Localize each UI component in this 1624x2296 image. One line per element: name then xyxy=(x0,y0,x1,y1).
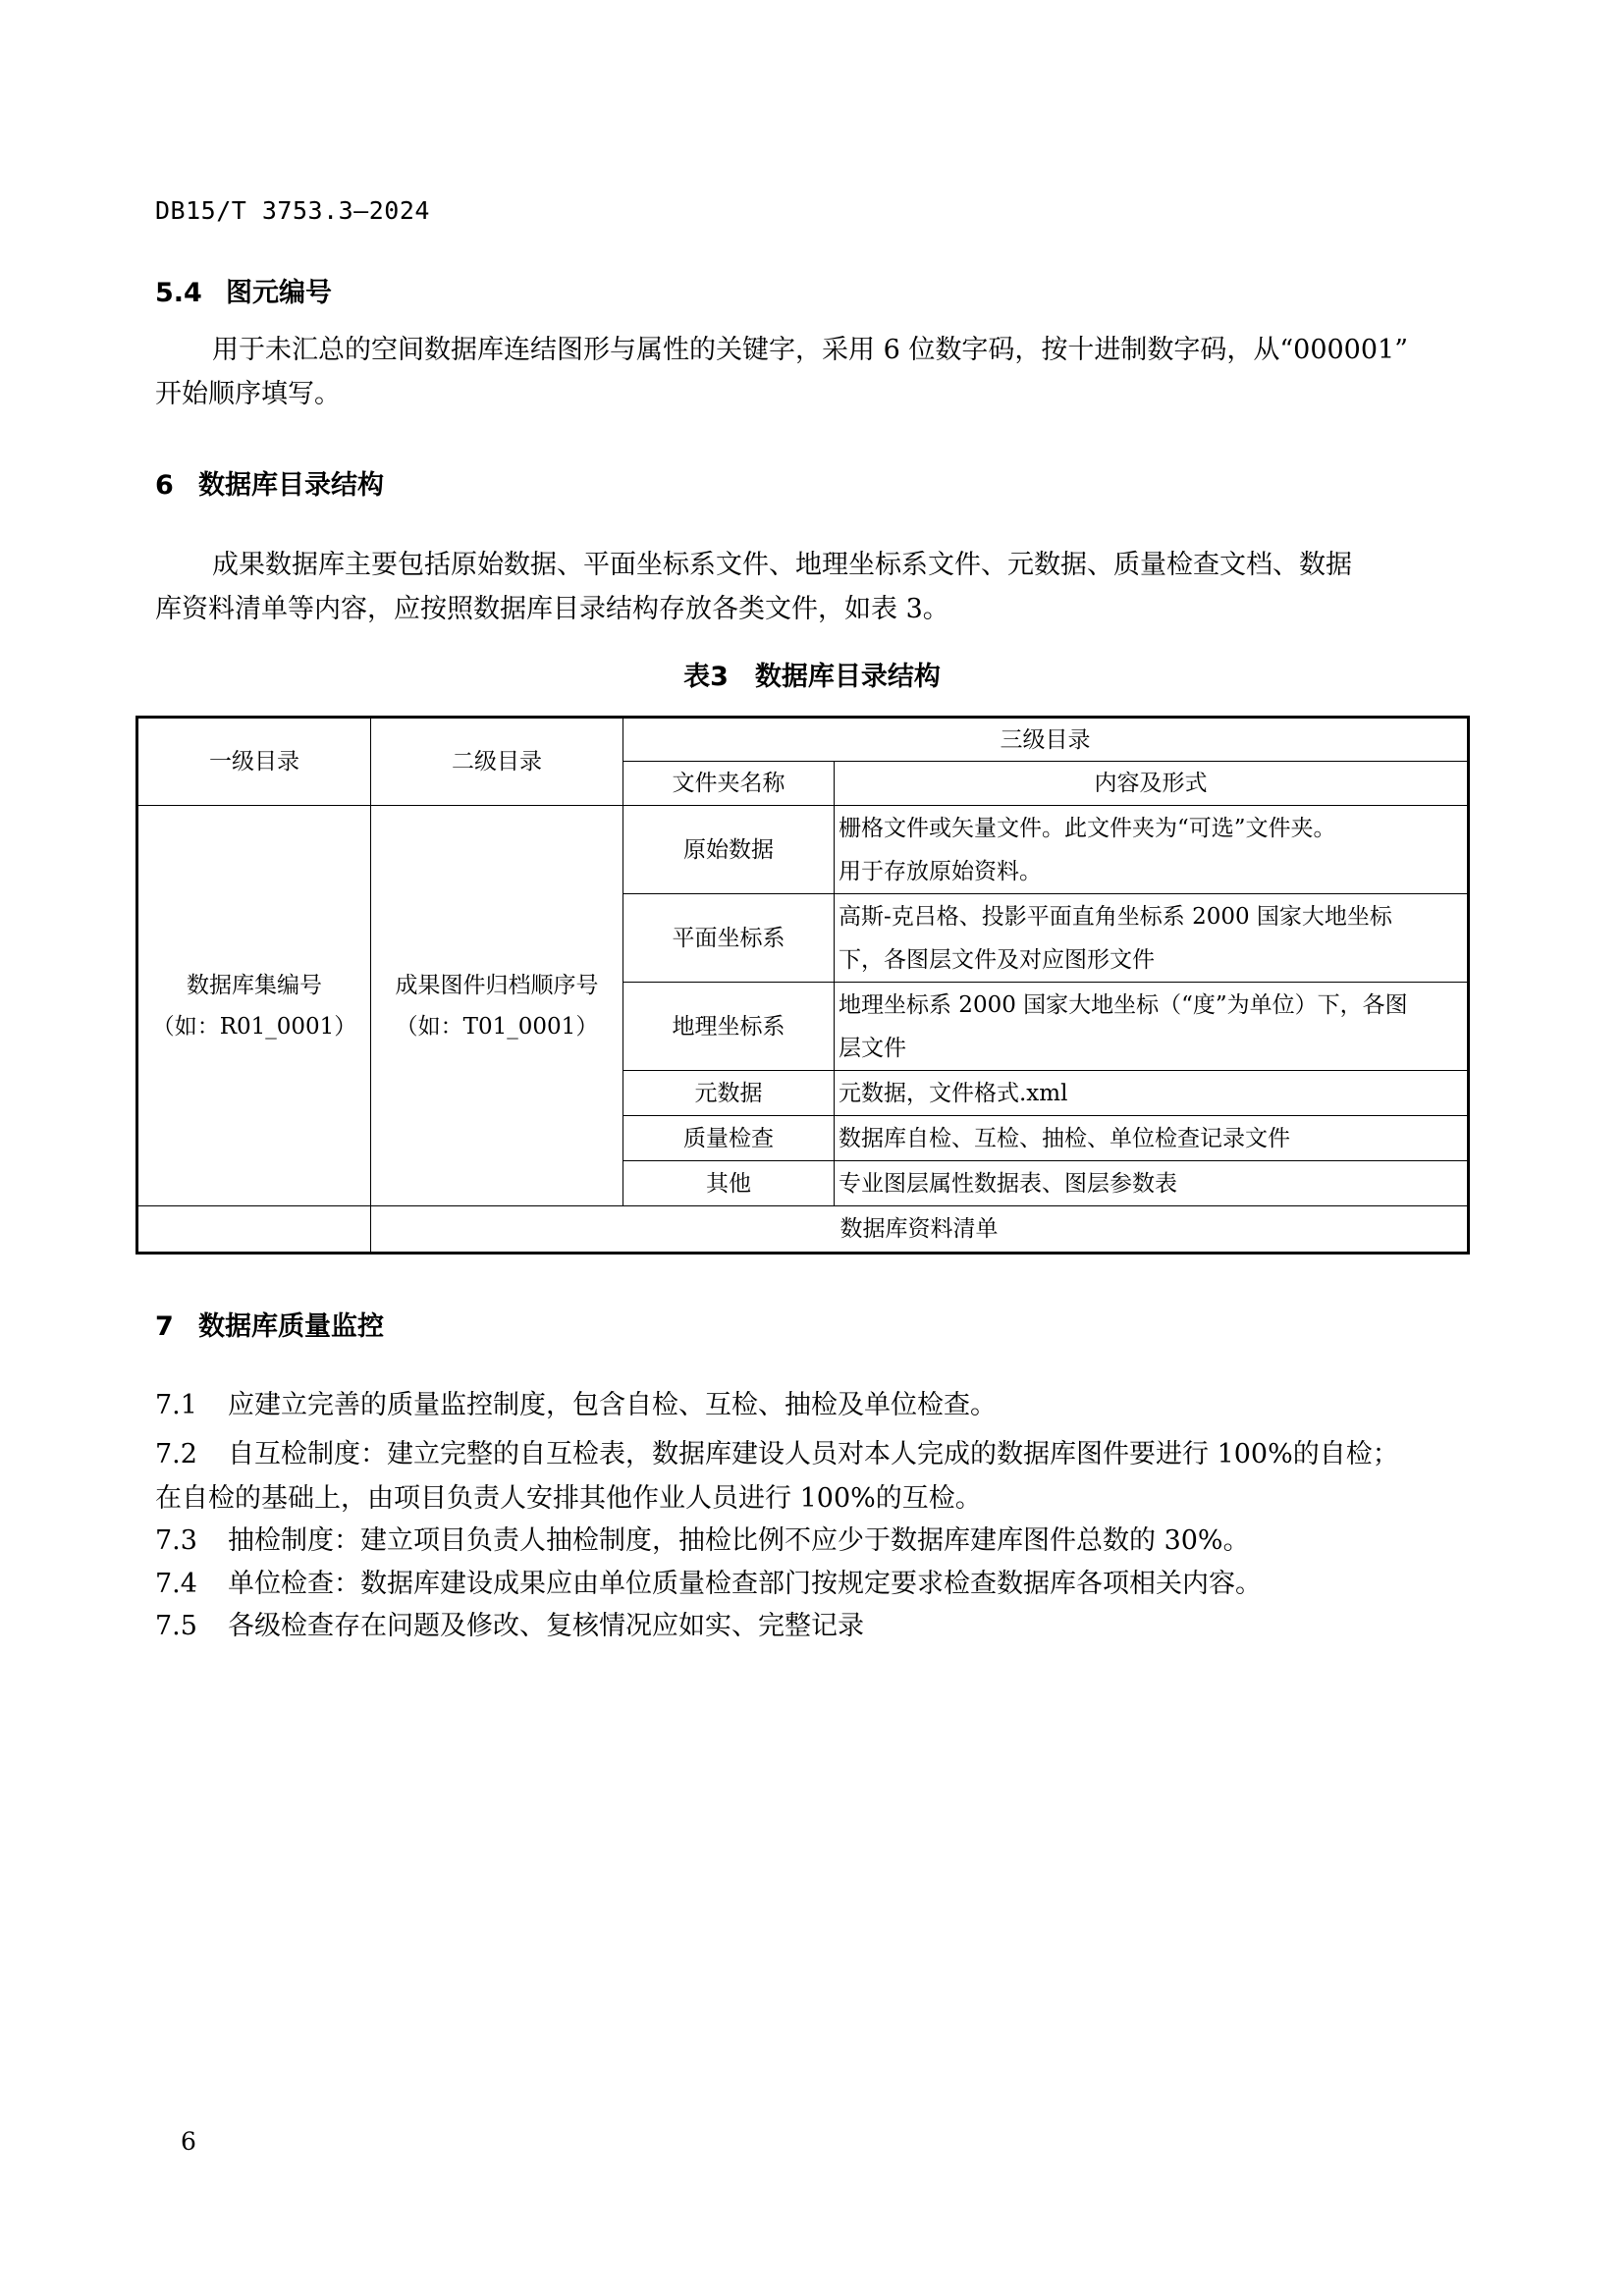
section-title: 数据库质量监控 xyxy=(198,1311,384,1342)
item-text: 抽检制度：建立项目负责人抽检制度，抽检比例不应少于数据库建库图件总数的 30%。 xyxy=(228,1525,1250,1556)
paragraph-line: 开始顺序填写。 xyxy=(155,379,341,409)
list-item xyxy=(155,1604,1469,1648)
content-cell xyxy=(835,894,1469,983)
section-number: 7 xyxy=(155,1311,174,1342)
list-item xyxy=(155,1519,1469,1563)
section-title: 图元编号 xyxy=(226,278,332,308)
level2-example: （如：T01_0001） xyxy=(395,1013,599,1040)
level1-example: （如：R01_0001） xyxy=(151,1013,357,1040)
folder-name: 原始数据 xyxy=(623,806,835,894)
section-6-heading xyxy=(155,463,384,502)
level1-cell-continuation xyxy=(137,1206,371,1254)
item-number: 7.2 xyxy=(155,1439,197,1469)
item-number: 7.1 xyxy=(155,1390,197,1420)
section-title: 数据库目录结构 xyxy=(198,470,384,501)
section-number: 5.4 xyxy=(155,278,202,308)
content-line: 高斯-克吕格、投影平面直角坐标系 2000 国家大地坐标 xyxy=(839,903,1392,930)
section-7-heading xyxy=(155,1305,384,1343)
level2-cell xyxy=(371,806,623,1206)
folder-name: 元数据 xyxy=(623,1071,835,1116)
content-line: 层文件 xyxy=(839,1035,906,1061)
content-cell: 专业图层属性数据表、图层参数表 xyxy=(835,1161,1469,1206)
level1-label: 数据库集编号 xyxy=(187,972,322,998)
paragraph-line: 库资料清单等内容，应按照数据库目录结构存放各类文件，如表 3。 xyxy=(155,594,949,624)
paragraph-line: 成果数据库主要包括原始数据、平面坐标系文件、地理坐标系文件、元数据、质量检查文档、数据 xyxy=(212,550,1352,580)
item-text: 单位检查：数据库建设成果应由单位质量检查部门按规定要求检查数据库各项相关内容。 xyxy=(228,1569,1262,1599)
list-item xyxy=(155,1562,1469,1606)
folder-name: 其他 xyxy=(623,1161,835,1206)
section-5-4-paragraph xyxy=(155,328,1469,416)
item-text: 应建立完善的质量监控制度，包含自检、互检、抽检及单位检查。 xyxy=(228,1390,997,1420)
section-5-4-heading xyxy=(155,271,332,309)
content-cell xyxy=(835,983,1469,1071)
folder-name: 平面坐标系 xyxy=(623,894,835,983)
header-level3: 三级目录 xyxy=(623,718,1469,762)
header-level1: 一级目录 xyxy=(137,718,371,806)
section-6-paragraph xyxy=(155,543,1469,631)
content-cell xyxy=(835,806,1469,894)
content-cell: 元数据，文件格式.xml xyxy=(835,1071,1469,1116)
content-line: 下，各图层文件及对应图形文件 xyxy=(839,946,1155,973)
content-line: 地理坐标系 2000 国家大地坐标（“度”为单位）下，各图 xyxy=(839,991,1408,1018)
content-line: 用于存放原始资料。 xyxy=(839,858,1042,884)
item-text: 各级检查存在问题及修改、复核情况应如实、完整记录 xyxy=(228,1611,864,1641)
item-number: 7.3 xyxy=(155,1525,197,1556)
level1-cell xyxy=(137,806,371,1206)
footer-row-cell: 数据库资料清单 xyxy=(371,1206,1469,1254)
table-3-caption: 表3 数据库目录结构 xyxy=(683,662,941,692)
item-text-line2: 在自检的基础上，由项目负责人安排其他作业人员进行 100%的互检。 xyxy=(155,1483,982,1514)
item-text: 自互检制度：建立完整的自互检表，数据库建设人员对本人完成的数据库图件要进行 100%的自检； xyxy=(228,1439,1399,1469)
page-number: 6 xyxy=(181,2127,196,2156)
content-line: 栅格文件或矢量文件。此文件夹为“可选”文件夹。 xyxy=(839,815,1336,841)
list-item xyxy=(155,1432,1469,1521)
list-item xyxy=(155,1383,1469,1427)
folder-name: 地理坐标系 xyxy=(623,983,835,1071)
header-content-form: 内容及形式 xyxy=(835,762,1469,806)
header-level2: 二级目录 xyxy=(371,718,623,806)
section-number: 6 xyxy=(155,470,174,501)
item-number: 7.4 xyxy=(155,1569,197,1599)
directory-structure-table xyxy=(135,716,1470,1255)
item-number: 7.5 xyxy=(155,1611,197,1641)
standard-code: DB15/T 3753.3—2024 xyxy=(155,196,430,225)
level2-label: 成果图件归档顺序号 xyxy=(395,972,599,998)
header-folder-name: 文件夹名称 xyxy=(623,762,835,806)
content-cell: 数据库自检、互检、抽检、单位检查记录文件 xyxy=(835,1116,1469,1161)
folder-name: 质量检查 xyxy=(623,1116,835,1161)
paragraph-line: 用于未汇总的空间数据库连结图形与属性的关键字，采用 6 位数字码，按十进制数字码，从“000001” xyxy=(212,335,1409,365)
